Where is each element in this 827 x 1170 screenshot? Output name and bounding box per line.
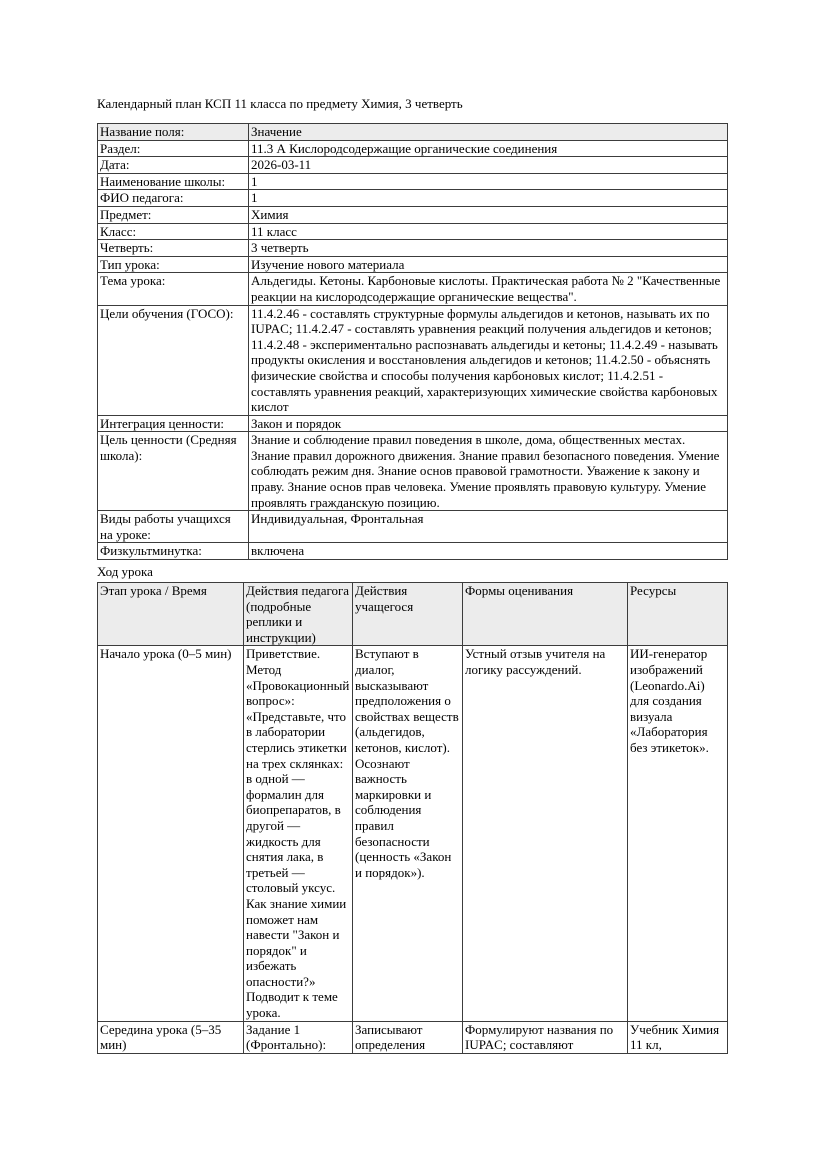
field-label: Интеграция ценности: — [98, 415, 249, 432]
document-content — [97, 96, 727, 1054]
student-actions-cell: Записывают определения — [353, 1021, 463, 1053]
table-row — [98, 173, 728, 190]
lesson-stage-row — [98, 1021, 728, 1053]
assessment-cell: Устный отзыв учителя на логику рассуждений. — [463, 646, 628, 1021]
table-row — [98, 206, 728, 223]
field-value: Знание и соблюдение правил поведения в школе, дома, общественных местах. Знание правил дорожного движения. Знание правил безопасного поведения. Умение соблюдать режим дня. Знание основ правовой грамотности. Уважение к закону и праву. Знание основ прав человека. Умение проявлять правовую культуру. Умение проявлять гражданскую позицию. — [249, 432, 728, 511]
col-header-resources: Ресурсы — [628, 583, 728, 646]
info-table — [97, 123, 728, 560]
student-actions-cell: Вступают в диалог, высказывают предположения о свойствах веществ (альдегидов, кетонов, кислот). Осознают важность маркировки и соблюдения правил безопасности (ценность «Закон и порядок»). — [353, 646, 463, 1021]
table-row — [98, 273, 728, 305]
field-label: Класс: — [98, 223, 249, 240]
stage-cell: Середина урока (5–35 мин) — [98, 1021, 244, 1053]
document-title: Календарный план КСП 11 класса по предмету Химия, 3 четверть — [97, 96, 463, 111]
field-value: 1 — [249, 190, 728, 207]
field-value: Закон и порядок — [249, 415, 728, 432]
field-label: Предмет: — [98, 206, 249, 223]
field-value: 11.4.2.46 - составлять структурные формулы альдегидов и кетонов, называть их по IUPAC; 11.4.2.47 - составлять уравнения реакций получения альдегидов и кетонов; 11.4.2.48 - экспериментально распознавать альдегиды и кетоны; 11.4.2.49 - называть продукты окисления и восстановления альдегидов и кетонов; 11.4.2.50 - объяснять физические свойства и способы получения карбоновых кислот; 11.4.2.51 - составлять уравнения реакций, характеризующих химические свойства карбоновых кислот — [249, 305, 728, 415]
field-value: Индивидуальная, Фронтальная — [249, 511, 728, 543]
field-value: 1 — [249, 173, 728, 190]
field-label: Дата: — [98, 157, 249, 174]
info-header-field: Название поля: — [98, 124, 249, 141]
teacher-actions-cell: Задание 1 (Фронтально): — [244, 1021, 353, 1053]
field-label: ФИО педагога: — [98, 190, 249, 207]
table-row — [98, 223, 728, 240]
table-row — [98, 543, 728, 560]
col-header-stage: Этап урока / Время — [98, 583, 244, 646]
col-header-assessment: Формы оценивания — [463, 583, 628, 646]
table-row — [98, 190, 728, 207]
field-label: Наименование школы: — [98, 173, 249, 190]
table-row — [98, 256, 728, 273]
table-row — [98, 415, 728, 432]
field-value: Изучение нового материала — [249, 256, 728, 273]
field-value: 11 класс — [249, 223, 728, 240]
field-label: Раздел: — [98, 140, 249, 157]
table-row — [98, 305, 728, 415]
field-value: включена — [249, 543, 728, 560]
table-row — [98, 511, 728, 543]
resources-cell: Учебник Химия 11 кл, — [628, 1021, 728, 1053]
field-label: Четверть: — [98, 240, 249, 257]
lesson-flow-heading: Ход урока — [97, 564, 153, 580]
resources-cell: ИИ-генератор изображений (Leonardo.Ai) для создания визуала «Лаборатория без этикеток». — [628, 646, 728, 1021]
table-row — [98, 432, 728, 511]
lesson-plan-table — [97, 582, 728, 1054]
info-header-value: Значение — [249, 124, 728, 141]
field-label: Цель ценности (Средняя школа): — [98, 432, 249, 511]
field-value: 11.3 А Кислородсодержащие органические соединения — [249, 140, 728, 157]
table-row — [98, 240, 728, 257]
field-label: Цели обучения (ГОСО): — [98, 305, 249, 415]
lesson-table-header-row — [98, 583, 728, 646]
field-label: Виды работы учащихся на уроке: — [98, 511, 249, 543]
field-value: Альдегиды. Кетоны. Карбоновые кислоты. Практическая работа № 2 "Качественные реакции на кислородсодержащие органические вещества". — [249, 273, 728, 305]
field-label: Физкультминутка: — [98, 543, 249, 560]
field-value: 2026-03-11 — [249, 157, 728, 174]
col-header-student-actions: Действия учащегося — [353, 583, 463, 646]
table-row — [98, 140, 728, 157]
teacher-actions-cell: Приветствие. Метод «Провокационный вопрос»: «Представьте, что в лаборатории стерлись этикетки на трех склянках: в одной — формалин для биопрепаратов, в другой — жидкость для снятия лака, в третьей — столовый уксус. Как знание химии поможет нам навести "Закон и порядок" и избежать опасности?» Подводит к теме урока. — [244, 646, 353, 1021]
col-header-teacher-actions: Действия педагога (подробные реплики и инструкции) — [244, 583, 353, 646]
lesson-stage-row — [98, 646, 728, 1021]
field-label: Тема урока: — [98, 273, 249, 305]
info-table-header-row — [98, 124, 728, 141]
stage-cell: Начало урока (0–5 мин) — [98, 646, 244, 1021]
field-label: Тип урока: — [98, 256, 249, 273]
assessment-cell: Формулируют названия по IUPAC; составляют — [463, 1021, 628, 1053]
field-value: Химия — [249, 206, 728, 223]
field-value: 3 четверть — [249, 240, 728, 257]
table-row — [98, 157, 728, 174]
